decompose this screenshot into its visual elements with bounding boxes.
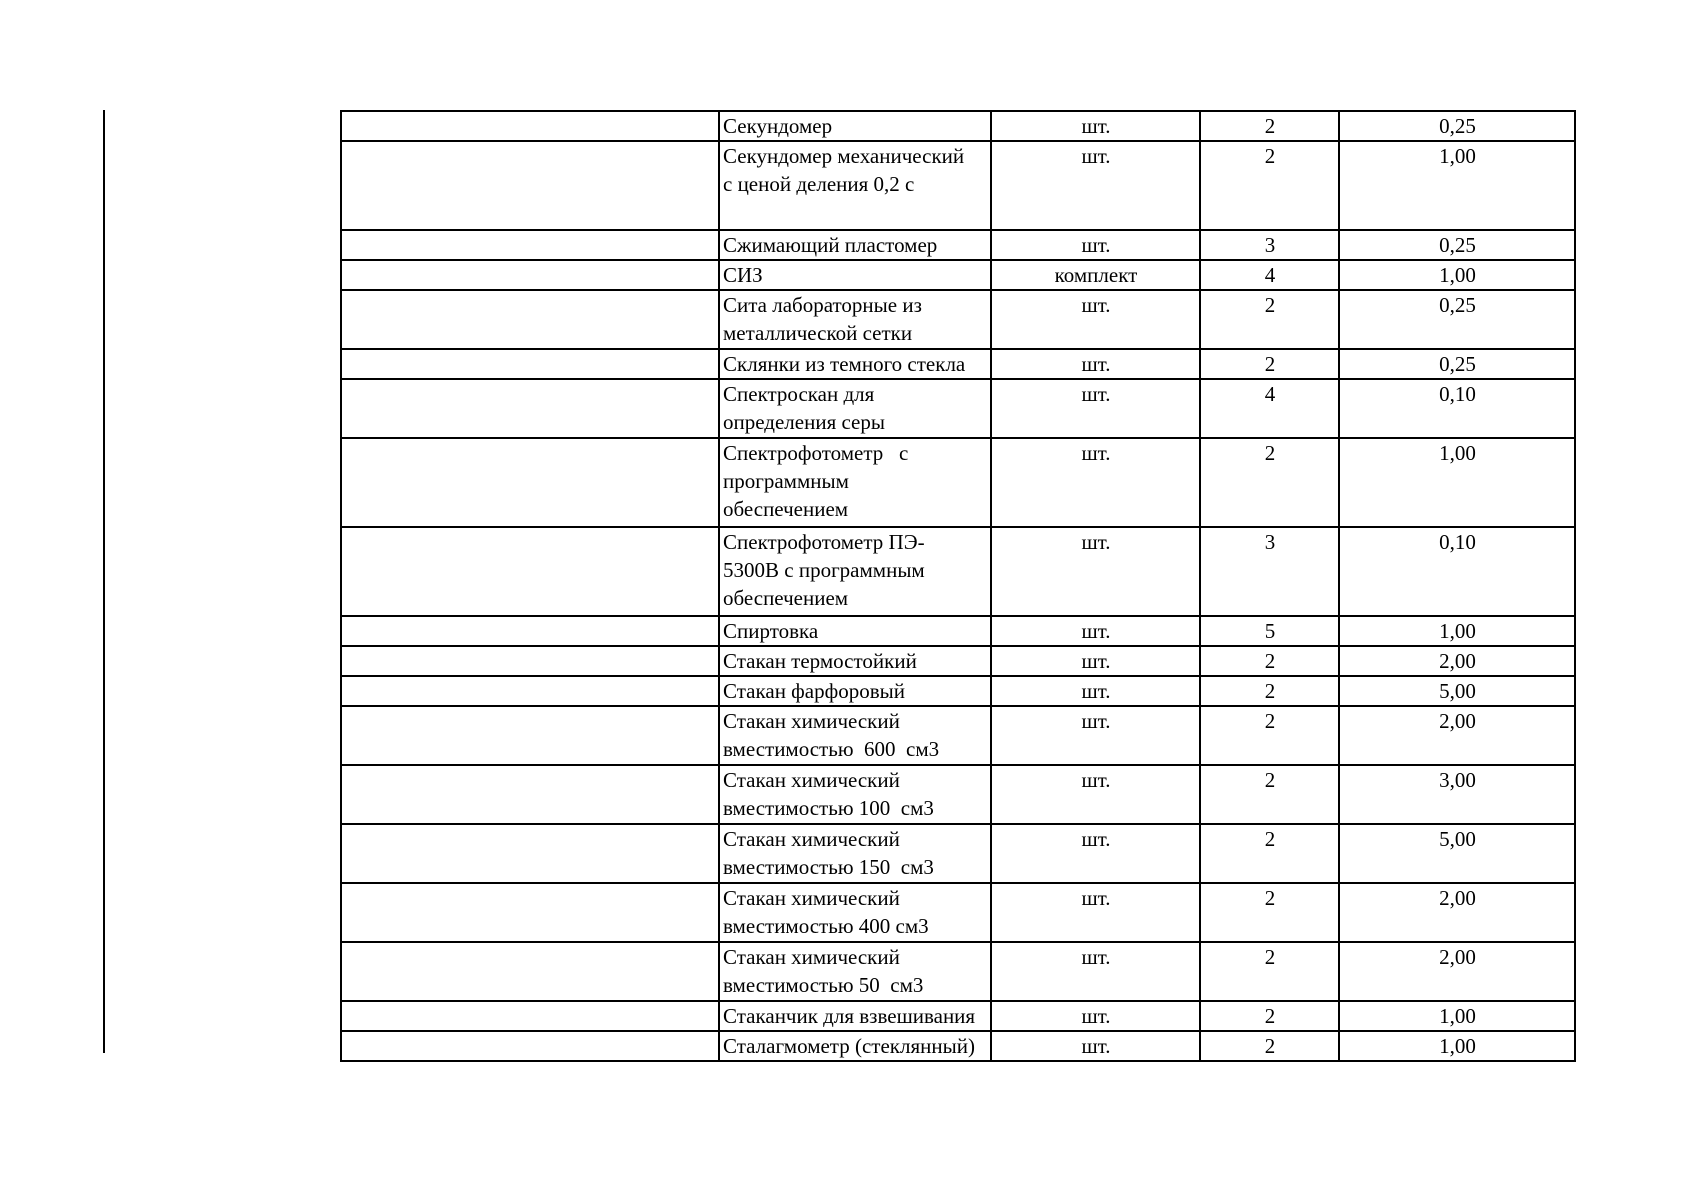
- table-row: [341, 111, 1575, 141]
- table-row: [341, 379, 1575, 438]
- quantity-cell: 2: [1200, 1031, 1339, 1061]
- quantity-cell: 2: [1200, 349, 1339, 379]
- unit-cell: шт.: [991, 349, 1200, 379]
- equipment-table: [340, 110, 1576, 1062]
- table-row: [341, 1031, 1575, 1061]
- unit-cell: шт.: [991, 290, 1200, 349]
- table-row: [341, 141, 1575, 230]
- empty-cell: [341, 883, 719, 942]
- empty-cell: [341, 111, 719, 141]
- item-name-cell: Спектрофотометр ПЭ- 5300В с программным обеспечением: [719, 527, 991, 616]
- item-name-cell: Стакан фарфоровый: [719, 676, 991, 706]
- unit-cell: шт.: [991, 676, 1200, 706]
- norm-cell: 0,10: [1339, 379, 1575, 438]
- norm-cell: 0,25: [1339, 230, 1575, 260]
- item-name-cell: Спектрофотометр с программным обеспечением: [719, 438, 991, 527]
- unit-cell: шт.: [991, 230, 1200, 260]
- table-row: [341, 230, 1575, 260]
- item-name-cell: Сталагмометр (стеклянный): [719, 1031, 991, 1061]
- norm-cell: 2,00: [1339, 706, 1575, 765]
- norm-cell: 0,10: [1339, 527, 1575, 616]
- empty-cell: [341, 438, 719, 527]
- quantity-cell: 2: [1200, 706, 1339, 765]
- unit-cell: шт.: [991, 141, 1200, 230]
- norm-cell: 3,00: [1339, 765, 1575, 824]
- item-name-cell: Стакан химический вместимостью 400 см3: [719, 883, 991, 942]
- item-name-cell: Секундомер: [719, 111, 991, 141]
- quantity-cell: 4: [1200, 260, 1339, 290]
- item-name-cell: Спектроскан для определения серы: [719, 379, 991, 438]
- table-row: [341, 438, 1575, 527]
- quantity-cell: 2: [1200, 942, 1339, 1001]
- empty-cell: [341, 706, 719, 765]
- unit-cell: комплект: [991, 260, 1200, 290]
- empty-cell: [341, 765, 719, 824]
- table-row: [341, 616, 1575, 646]
- table-row: [341, 883, 1575, 942]
- page-margin-line: [103, 110, 105, 1053]
- empty-cell: [341, 527, 719, 616]
- empty-cell: [341, 646, 719, 676]
- quantity-cell: 2: [1200, 1001, 1339, 1031]
- table-row: [341, 942, 1575, 1001]
- item-name-cell: Сжимающий пластомер: [719, 230, 991, 260]
- empty-cell: [341, 676, 719, 706]
- empty-cell: [341, 942, 719, 1001]
- norm-cell: 1,00: [1339, 438, 1575, 527]
- table-row: [341, 1001, 1575, 1031]
- quantity-cell: 2: [1200, 111, 1339, 141]
- empty-cell: [341, 230, 719, 260]
- table-row: [341, 290, 1575, 349]
- item-name-cell: СИЗ: [719, 260, 991, 290]
- unit-cell: шт.: [991, 616, 1200, 646]
- item-name-cell: Стакан химический вместимостью 150 см3: [719, 824, 991, 883]
- item-name-cell: Спиртовка: [719, 616, 991, 646]
- quantity-cell: 4: [1200, 379, 1339, 438]
- empty-cell: [341, 1031, 719, 1061]
- norm-cell: 2,00: [1339, 942, 1575, 1001]
- unit-cell: шт.: [991, 1001, 1200, 1031]
- norm-cell: 2,00: [1339, 883, 1575, 942]
- unit-cell: шт.: [991, 527, 1200, 616]
- empty-cell: [341, 141, 719, 230]
- norm-cell: 1,00: [1339, 260, 1575, 290]
- quantity-cell: 2: [1200, 141, 1339, 230]
- table-row: [341, 765, 1575, 824]
- norm-cell: 5,00: [1339, 676, 1575, 706]
- norm-cell: 1,00: [1339, 616, 1575, 646]
- table-row: [341, 824, 1575, 883]
- item-name-cell: Стакан химический вместимостью 100 см3: [719, 765, 991, 824]
- empty-cell: [341, 379, 719, 438]
- item-name-cell: Стакан химический вместимостью 600 см3: [719, 706, 991, 765]
- norm-cell: 1,00: [1339, 141, 1575, 230]
- unit-cell: шт.: [991, 379, 1200, 438]
- norm-cell: 2,00: [1339, 646, 1575, 676]
- unit-cell: шт.: [991, 706, 1200, 765]
- unit-cell: шт.: [991, 111, 1200, 141]
- quantity-cell: 3: [1200, 527, 1339, 616]
- quantity-cell: 2: [1200, 824, 1339, 883]
- empty-cell: [341, 1001, 719, 1031]
- table-row: [341, 706, 1575, 765]
- empty-cell: [341, 824, 719, 883]
- quantity-cell: 2: [1200, 765, 1339, 824]
- quantity-cell: 3: [1200, 230, 1339, 260]
- item-name-cell: Стакан термостойкий: [719, 646, 991, 676]
- item-name-cell: Сита лабораторные из металлической сетки: [719, 290, 991, 349]
- unit-cell: шт.: [991, 883, 1200, 942]
- item-name-cell: Секундомер механический с ценой деления 0,2 с: [719, 141, 991, 230]
- empty-cell: [341, 290, 719, 349]
- empty-cell: [341, 260, 719, 290]
- unit-cell: шт.: [991, 646, 1200, 676]
- norm-cell: 1,00: [1339, 1031, 1575, 1061]
- table-row: [341, 349, 1575, 379]
- unit-cell: шт.: [991, 824, 1200, 883]
- item-name-cell: Склянки из темного стекла: [719, 349, 991, 379]
- table-row: [341, 260, 1575, 290]
- unit-cell: шт.: [991, 942, 1200, 1001]
- quantity-cell: 2: [1200, 646, 1339, 676]
- norm-cell: 5,00: [1339, 824, 1575, 883]
- table-row: [341, 527, 1575, 616]
- item-name-cell: Стаканчик для взвешивания: [719, 1001, 991, 1031]
- quantity-cell: 5: [1200, 616, 1339, 646]
- equipment-table-body: [341, 111, 1575, 1061]
- quantity-cell: 2: [1200, 438, 1339, 527]
- table-row: [341, 676, 1575, 706]
- empty-cell: [341, 616, 719, 646]
- norm-cell: 0,25: [1339, 349, 1575, 379]
- norm-cell: 0,25: [1339, 111, 1575, 141]
- norm-cell: 1,00: [1339, 1001, 1575, 1031]
- quantity-cell: 2: [1200, 883, 1339, 942]
- unit-cell: шт.: [991, 1031, 1200, 1061]
- norm-cell: 0,25: [1339, 290, 1575, 349]
- empty-cell: [341, 349, 719, 379]
- unit-cell: шт.: [991, 765, 1200, 824]
- table-row: [341, 646, 1575, 676]
- unit-cell: шт.: [991, 438, 1200, 527]
- quantity-cell: 2: [1200, 290, 1339, 349]
- quantity-cell: 2: [1200, 676, 1339, 706]
- item-name-cell: Стакан химический вместимостью 50 см3: [719, 942, 991, 1001]
